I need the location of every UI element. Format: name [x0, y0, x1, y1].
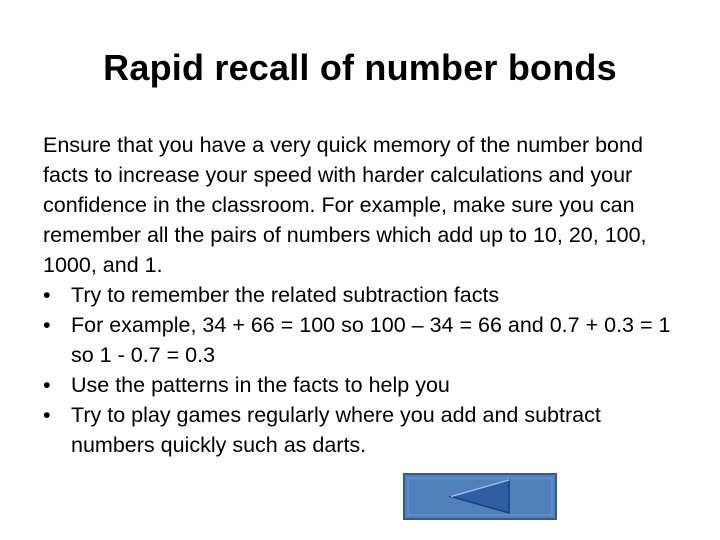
bullet-dot-icon: • — [43, 283, 51, 307]
bullet-text: For example, 34 + 66 = 100 so 100 – 34 = 66 and 0.7 + 0.3 = 1 so 1 - 0.7 = 0.3 — [71, 313, 671, 367]
bullet-dot-icon: • — [43, 373, 51, 397]
bullet-item — [43, 370, 683, 400]
bullet-dot-icon: • — [43, 403, 51, 427]
bullet-item — [43, 400, 683, 460]
slide-title: Rapid recall of number bonds — [103, 47, 617, 88]
bullet-item — [43, 310, 683, 370]
bullet-text: Try to remember the related subtraction facts — [71, 283, 500, 307]
bullet-text: Try to play games regularly where you add and subtract numbers quickly such as darts. — [71, 403, 601, 457]
slide-body — [43, 130, 683, 460]
back-triangle-icon — [405, 475, 555, 518]
intro-paragraph: Ensure that you have a very quick memory of the number bond facts to increase your speed with harder calculations and your confidence in the classroom. For example, make sure you can remember all the pairs of numbers which add up to 10, 20, 100, 1000, and 1. — [43, 133, 647, 277]
bullet-dot-icon: • — [43, 313, 51, 337]
back-button[interactable] — [403, 473, 557, 520]
bullet-item — [43, 280, 683, 310]
bullet-text: Use the patterns in the facts to help you — [71, 373, 450, 397]
bullet-list — [43, 280, 683, 460]
